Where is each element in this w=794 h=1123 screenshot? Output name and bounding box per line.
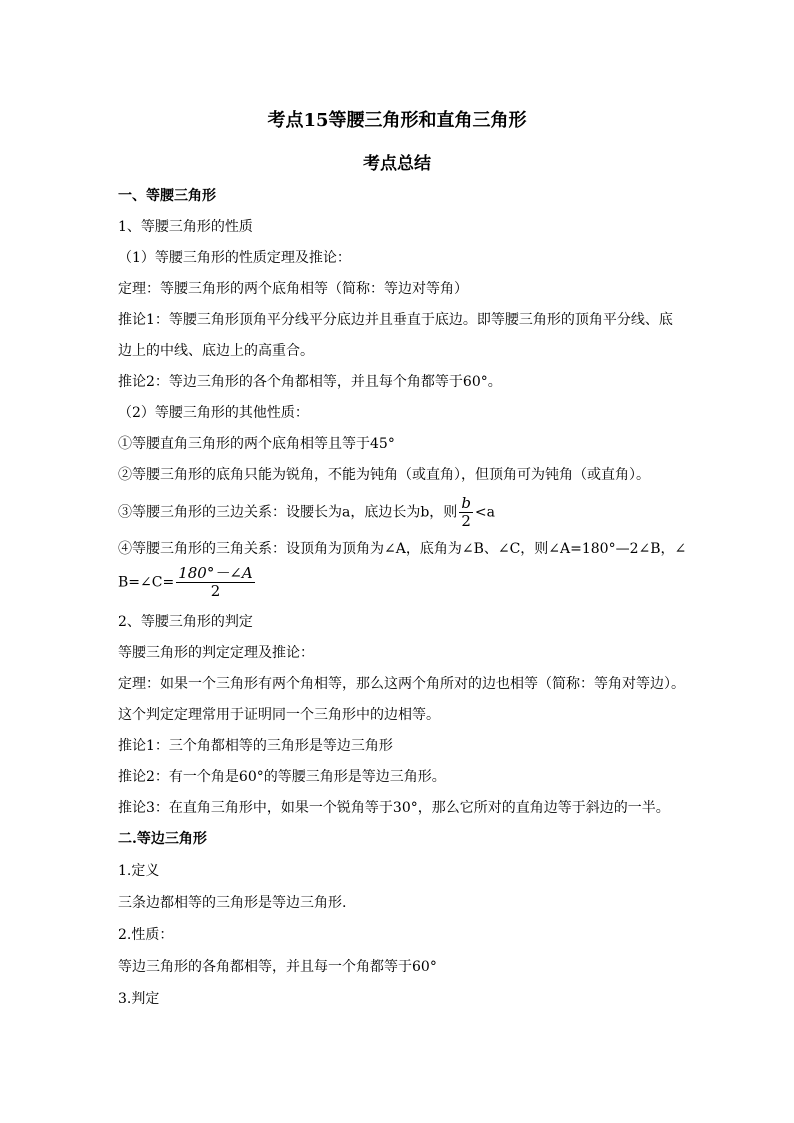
list-item — [118, 565, 257, 600]
fraction-b-over-2 — [459, 495, 473, 530]
list-item — [118, 495, 495, 530]
paragraph-line: （1）等腰三角形的性质定理及推论： — [118, 250, 351, 266]
subsection-heading: 2.性质： — [118, 927, 174, 943]
paragraph-line: 等边三角形的各角都相等，并且每一个角都等于60° — [118, 959, 437, 975]
formula-text: ③等腰三角形的三边关系：设腰长为a，底边长为b，则 — [118, 504, 458, 521]
page-title: 考点15等腰三角形和直角三角形 — [267, 110, 527, 131]
fraction-numerator: 180°－∠A — [178, 564, 253, 582]
subsection-heading: 2、等腰三角形的判定 — [118, 614, 253, 630]
page-subtitle: 考点总结 — [363, 154, 431, 174]
subsection-heading: 3.判定 — [118, 991, 160, 1007]
paragraph-line: 推论1：三个角都相等的三角形是等边三角形 — [118, 738, 393, 754]
section-heading-2: 二.等边三角形 — [118, 831, 207, 847]
fraction-denominator: 2 — [210, 582, 221, 600]
paragraph-line: 这个判定定理常用于证明同一个三角形中的边相等。 — [118, 707, 440, 723]
fraction-denominator: 2 — [461, 512, 471, 530]
paragraph-line: 推论2：有一个角是60°的等腰三角形是等边三角形。 — [118, 769, 446, 785]
formula-text: B=∠C= — [118, 574, 175, 591]
section-heading-1: 一、等腰三角形 — [118, 188, 216, 204]
subsection-heading: 1.定义 — [118, 863, 160, 879]
formula-text: <a — [474, 504, 495, 521]
paragraph-line: 边上的中线、底边上的高重合。 — [118, 343, 314, 359]
paragraph-line: 三条边都相等的三角形是等边三角形. — [118, 895, 347, 911]
list-item: ②等腰三角形的底角只能为锐角，不能为钝角（或直角），但顶角可为钝角（或直角）。 — [118, 467, 650, 483]
paragraph-line: 推论2：等边三角形的各个角都相等，并且每个角都等于60°。 — [118, 374, 502, 390]
paragraph-line: 等腰三角形的判定定理及推论： — [118, 645, 314, 661]
paragraph-line: 推论3：在直角三角形中，如果一个锐角等于30°，那么它所对的直角边等于斜边的一半。 — [118, 800, 670, 816]
paragraph-line: （2）等腰三角形的其他性质： — [118, 405, 309, 421]
fraction-angle-formula — [176, 565, 255, 600]
paragraph-line: 推论1：等腰三角形顶角平分线平分底边并且垂直于底边。即等腰三角形的顶角平分线、底 — [118, 312, 673, 328]
fraction-numerator: b — [461, 494, 471, 512]
paragraph-line: 定理：等腰三角形的两个底角相等（简称：等边对等角） — [118, 281, 468, 297]
list-item: ①等腰直角三角形的两个底角相等且等于45° — [118, 436, 395, 452]
paragraph-line: 定理：如果一个三角形有两个角相等，那么这两个角所对的边也相等（简称：等角对等边）。 — [118, 676, 685, 692]
list-item: ④等腰三角形的三角关系：设顶角为顶角为∠A，底角为∠B、∠C，则∠A=180°—2∠B，∠ — [118, 541, 687, 557]
subsection-heading: 1、等腰三角形的性质 — [118, 219, 253, 235]
